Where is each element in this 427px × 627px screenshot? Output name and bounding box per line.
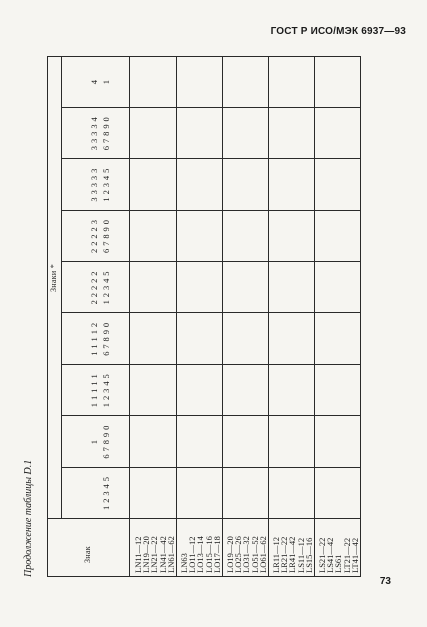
sign-code: LN63 xyxy=(179,553,189,573)
column-group-bottom-digits: 1 2 3 4 5 xyxy=(101,168,111,202)
header-bottom-rule xyxy=(129,56,130,577)
sign-code: LS11—12 xyxy=(295,537,306,573)
sign-code: LN11—12 xyxy=(133,536,143,573)
sign-code: LN41—42 xyxy=(157,536,168,573)
sign-code: LO19—20 xyxy=(225,536,235,573)
rotated-table-block xyxy=(23,56,380,577)
row-group-rule xyxy=(268,56,269,577)
column-group-bottom-digits: 1 2 3 4 5 xyxy=(101,271,111,305)
sign-code: LO17—18 xyxy=(211,536,222,573)
column-group-bottom-digits: 1 2 3 4 5 xyxy=(101,373,111,408)
sign-code: LO15—16 xyxy=(203,536,214,573)
column-group-top-digits: 3 3 3 3 3 xyxy=(89,168,99,202)
sign-code: LR41—42 xyxy=(287,536,298,573)
column-group-top-digits: 1 1 1 1 1 xyxy=(89,373,99,408)
row-group-rule xyxy=(176,56,177,577)
table-top-border xyxy=(47,56,48,577)
column-group-bottom-digits: 6 7 8 9 0 xyxy=(101,116,111,151)
sign-code: LO51—52 xyxy=(249,536,260,573)
column-group-top-digits: 1 1 1 1 2 xyxy=(89,322,99,356)
col-head-signs: Знаки * xyxy=(49,263,58,292)
sign-code: LT21—22 xyxy=(341,537,352,573)
row-group-rule xyxy=(314,56,315,577)
sign-code: LN61—62 xyxy=(165,536,176,573)
column-group-top-digits: 2 2 2 2 2 xyxy=(89,271,99,305)
table-caption: Продолжение таблицы D.1 xyxy=(23,459,34,577)
sign-code: LS41—42 xyxy=(325,537,336,573)
sign-code: LS21—22 xyxy=(317,537,327,573)
column-group-top-digits: 3 3 3 3 4 xyxy=(89,116,99,151)
column-group-top-digits: 2 2 2 2 3 xyxy=(89,219,99,253)
sign-code: LT41—42 xyxy=(349,537,360,573)
sign-code: LS15—16 xyxy=(303,537,314,573)
sign-code: LR21—22 xyxy=(279,536,290,573)
sign-code: LN19—20 xyxy=(141,536,152,573)
column-group-bottom-digits: 6 7 8 9 0 xyxy=(101,425,111,459)
sign-code: LO31—32 xyxy=(241,536,252,573)
sign-code: LR11—12 xyxy=(271,536,281,573)
column-group-bottom-digits: 6 7 8 9 0 xyxy=(101,219,111,253)
column-group-bottom-digits: 6 7 8 9 0 xyxy=(101,322,111,356)
column-group-bottom-digits: 1 2 3 4 5 xyxy=(101,476,111,510)
sign-code: LO61—62 xyxy=(257,536,268,573)
page-number: 73 xyxy=(379,576,391,587)
col-head-sign: Знак xyxy=(83,546,92,563)
sign-code: LN21—22 xyxy=(149,536,160,573)
sign-code: LO13—14 xyxy=(195,536,206,573)
group-head-rule xyxy=(61,56,62,519)
column-group-top-digits: 1 xyxy=(89,439,99,445)
sign-code: LO11—12 xyxy=(187,536,198,573)
sign-code: LS61 xyxy=(333,554,344,573)
document-header: ГОСТ Р ИСО/МЭК 6937—93 xyxy=(270,26,406,37)
sign-code: LO25—26 xyxy=(233,536,244,573)
column-group-bottom-digits: 1 xyxy=(101,79,111,85)
column-group-top-digits: 4 xyxy=(89,79,99,85)
row-group-rule xyxy=(222,56,223,577)
table-bottom-border xyxy=(360,56,361,577)
